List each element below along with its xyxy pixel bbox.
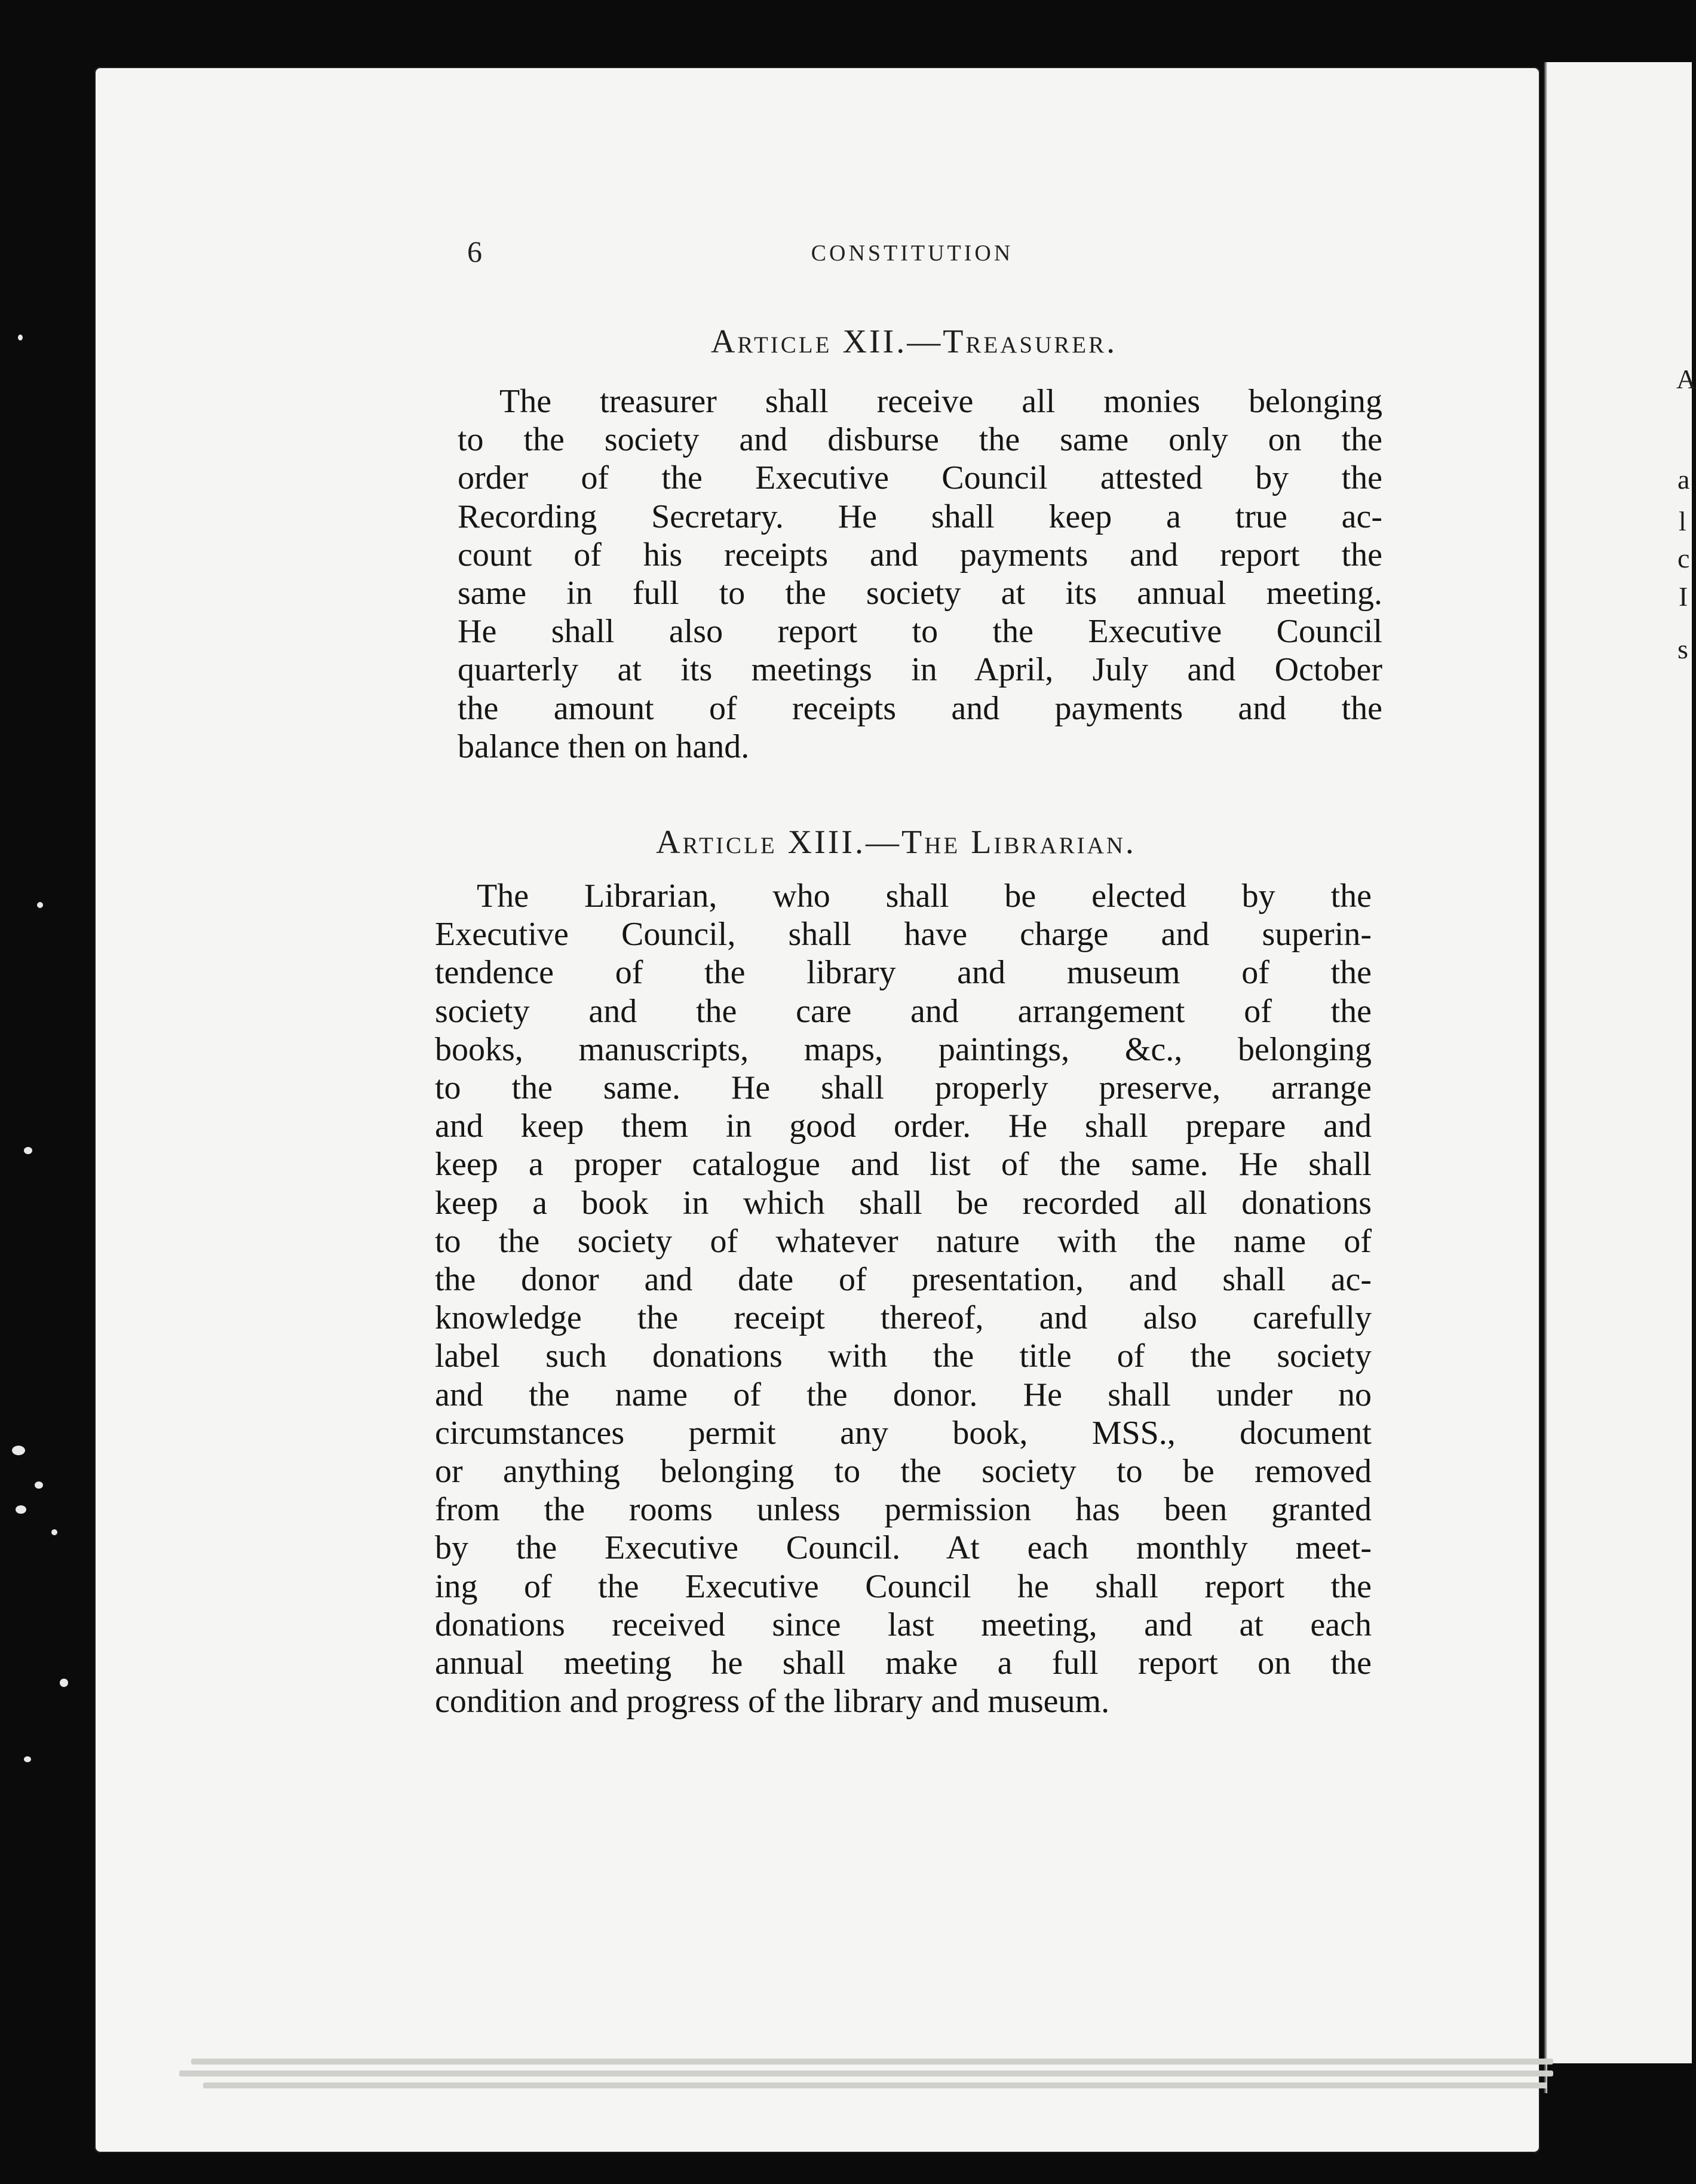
text-line: tendence of the library and museum of the <box>435 954 1372 992</box>
text-line: ing of the Executive Council he shall report the <box>435 1568 1372 1605</box>
margin-speck <box>37 902 43 908</box>
text-line: donations received since last meeting, and at each <box>435 1606 1372 1643</box>
text-line: He shall also report to the Executive Council <box>458 613 1382 651</box>
text-line: label such donations with the title of the society <box>435 1338 1372 1375</box>
margin-speck <box>12 1446 25 1455</box>
text-line: keep a proper catalogue and list of the same. He shall <box>435 1146 1372 1183</box>
text-line: society and the care and arrangement of the <box>435 992 1372 1030</box>
margin-speck <box>35 1481 43 1489</box>
article-xiii-body <box>435 877 1372 1720</box>
text-line: to the same. He shall properly preserve, arrange <box>435 1069 1372 1107</box>
text-line: count of his receipts and payments and report the <box>458 536 1382 573</box>
text-line: the donor and date of presentation, and shall ac- <box>435 1261 1372 1299</box>
margin-speck <box>16 1505 26 1514</box>
adjacent-page-char: c <box>1677 543 1690 573</box>
text-line: the amount of receipts and payments and the <box>458 689 1382 727</box>
text-line: The Librarian, who shall be elected by the <box>477 878 1372 915</box>
text-line: and the name of the donor. He shall under no <box>435 1376 1372 1413</box>
page-header <box>467 234 1357 282</box>
page-fold <box>1544 62 1547 2093</box>
text-line: Recording Secretary. He shall keep a true ac- <box>458 498 1382 535</box>
text-line: annual meeting he shall make a full report on the <box>435 1645 1372 1682</box>
page-number: 6 <box>467 235 482 268</box>
margin-speck <box>18 335 23 341</box>
text-line: to the society and disburse the same only on the <box>458 421 1382 459</box>
margin-speck <box>51 1529 57 1535</box>
adjacent-page-char: s <box>1677 634 1688 664</box>
text-line: Executive Council, shall have charge and superin- <box>435 916 1372 953</box>
text-line: quarterly at its meetings in April, July and October <box>458 651 1382 689</box>
adjacent-page-fragment <box>1544 62 1692 2063</box>
text-line: condition and progress of the library and museum. <box>435 1683 1110 1720</box>
text-line: and keep them in good order. He shall prepare and <box>435 1108 1372 1145</box>
text-line: order of the Executive Council attested by the <box>458 459 1382 497</box>
text-line: from the rooms unless permission has been granted <box>435 1491 1372 1529</box>
text-line: keep a book in which shall be recorded all donations <box>435 1184 1372 1222</box>
article-xii-body <box>458 382 1382 766</box>
text-line: same in full to the society at its annual meeting. <box>458 575 1382 612</box>
page-edge <box>191 2059 1553 2065</box>
adjacent-page-char: A <box>1676 364 1696 394</box>
page-edge <box>179 2070 1553 2076</box>
text-line: The treasurer shall receive all monies belonging <box>499 383 1382 420</box>
text-line: knowledge the receipt thereof, and also carefully <box>435 1299 1372 1337</box>
adjacent-page-char: l <box>1679 506 1686 536</box>
adjacent-page-char: I <box>1679 581 1688 612</box>
margin-speck <box>60 1679 68 1687</box>
margin-speck <box>24 1756 31 1762</box>
running-head: CONSTITUTION <box>811 241 1014 266</box>
article-xii-title: Article XII.—Treasurer. <box>710 323 1118 360</box>
text-line: books, manuscripts, maps, paintings, &c., belonging <box>435 1030 1372 1068</box>
text-line: by the Executive Council. At each monthly meet- <box>435 1529 1372 1567</box>
article-xiii-title: Article XIII.—The Librarian. <box>656 824 1136 861</box>
text-line: or anything belonging to the society to be removed <box>435 1453 1372 1490</box>
page-edge <box>203 2082 1547 2088</box>
text-line: balance then on hand. <box>458 728 750 765</box>
adjacent-page-char: a <box>1677 464 1690 495</box>
margin-speck <box>24 1147 32 1154</box>
text-line: circumstances permit any book, MSS., document <box>435 1414 1372 1452</box>
text-line: to the society of whatever nature with the name of <box>435 1222 1372 1260</box>
